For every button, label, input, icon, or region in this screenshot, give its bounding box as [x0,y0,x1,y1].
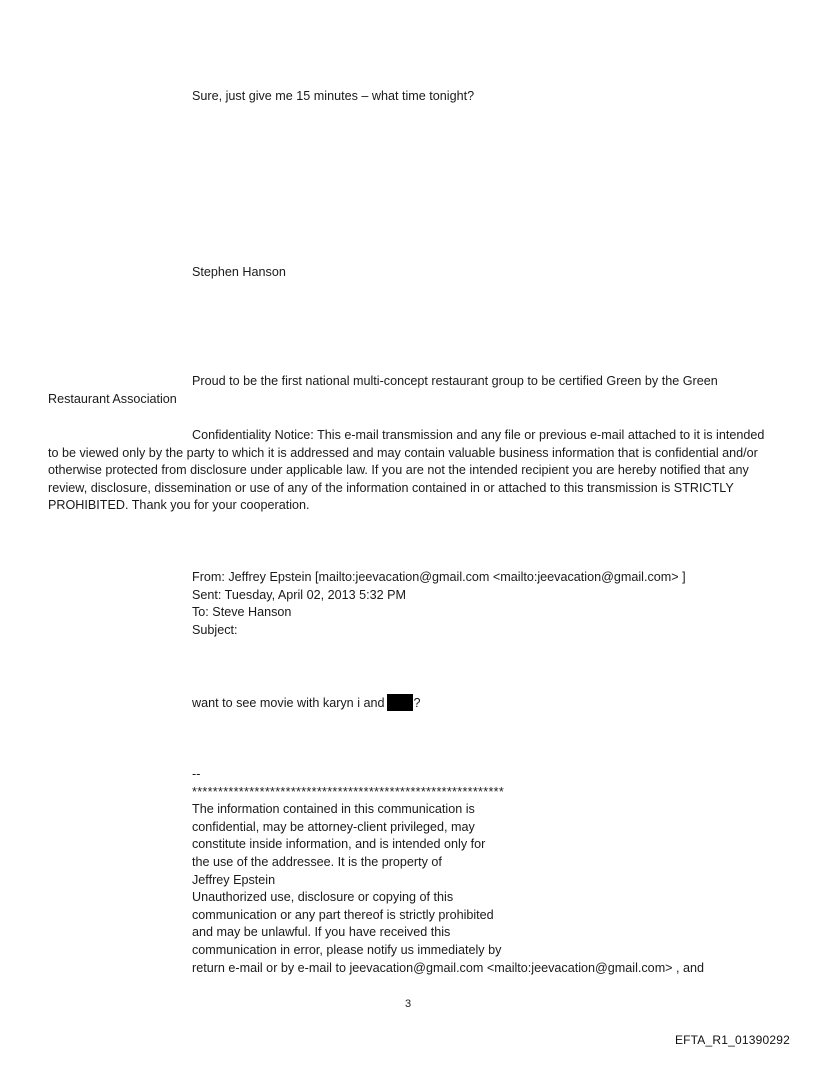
footer-line: and may be unlawful. If you have received this [192,925,451,940]
footer-line: confidential, may be attorney-client privileged, may [192,819,475,834]
footer-line: constitute inside information, and is intended only for [192,837,486,852]
message-text: want to see movie with karyn i and [192,696,385,710]
signature-name: Stephen Hanson [192,265,286,279]
footer-line: return e-mail or by e-mail to jeevacation@gmail.com <mailto:jeevacation@gmail.com> , and [192,960,705,975]
footer-dashes: -- [192,767,201,781]
footer-line: Jeffrey Epstein [192,872,276,887]
message-body [192,694,421,713]
redaction-box [387,694,413,711]
footer-line: Unauthorized use, disclosure or copying of this [192,890,454,905]
message-end: ? [413,696,421,710]
footer-line: communication or any part thereof is strictly prohibited [192,907,494,922]
page-number: 3 [404,998,412,1010]
email-header [192,569,686,639]
reply-line: Sure, just give me 15 minutes – what time tonight? [192,89,475,103]
footer-stars: ************************************************************ [192,784,505,799]
footer-line: the use of the addressee. It is the property of [192,854,442,869]
footer-line: communication in error, please notify us immediately by [192,942,502,957]
email-footer [192,766,704,977]
header-subject: Subject: [192,622,238,637]
header-sent: Sent: Tuesday, April 02, 2013 5:32 PM [192,587,406,602]
signature-tagline: Proud to be the first national multi-concept restaurant group to be certified Green by the Green Restaurant Association [48,374,718,406]
bates-number: EFTA_R1_01390292 [674,1033,790,1047]
header-to: To: Steve Hanson [192,605,292,620]
confidentiality-notice: Confidentiality Notice: This e-mail transmission and any file or previous e-mail attached to it is intended to be viewed only by the party to which it is addressed and may contain valuable business information that is confidential and/or otherwise protected from disclosure under applicable law. If you are not the intended recipient you are hereby notified that any review, disclosure, dissemination or use of any of the information contained in or attached to this transmission is STRICTLY PROHIBITED. Thank you for your cooperation. [48,428,765,513]
footer-line: The information contained in this communication is [192,802,475,817]
header-from: From: Jeffrey Epstein [mailto:jeevacation@gmail.com <mailto:jeevacation@gmail.com> ] [192,570,686,584]
